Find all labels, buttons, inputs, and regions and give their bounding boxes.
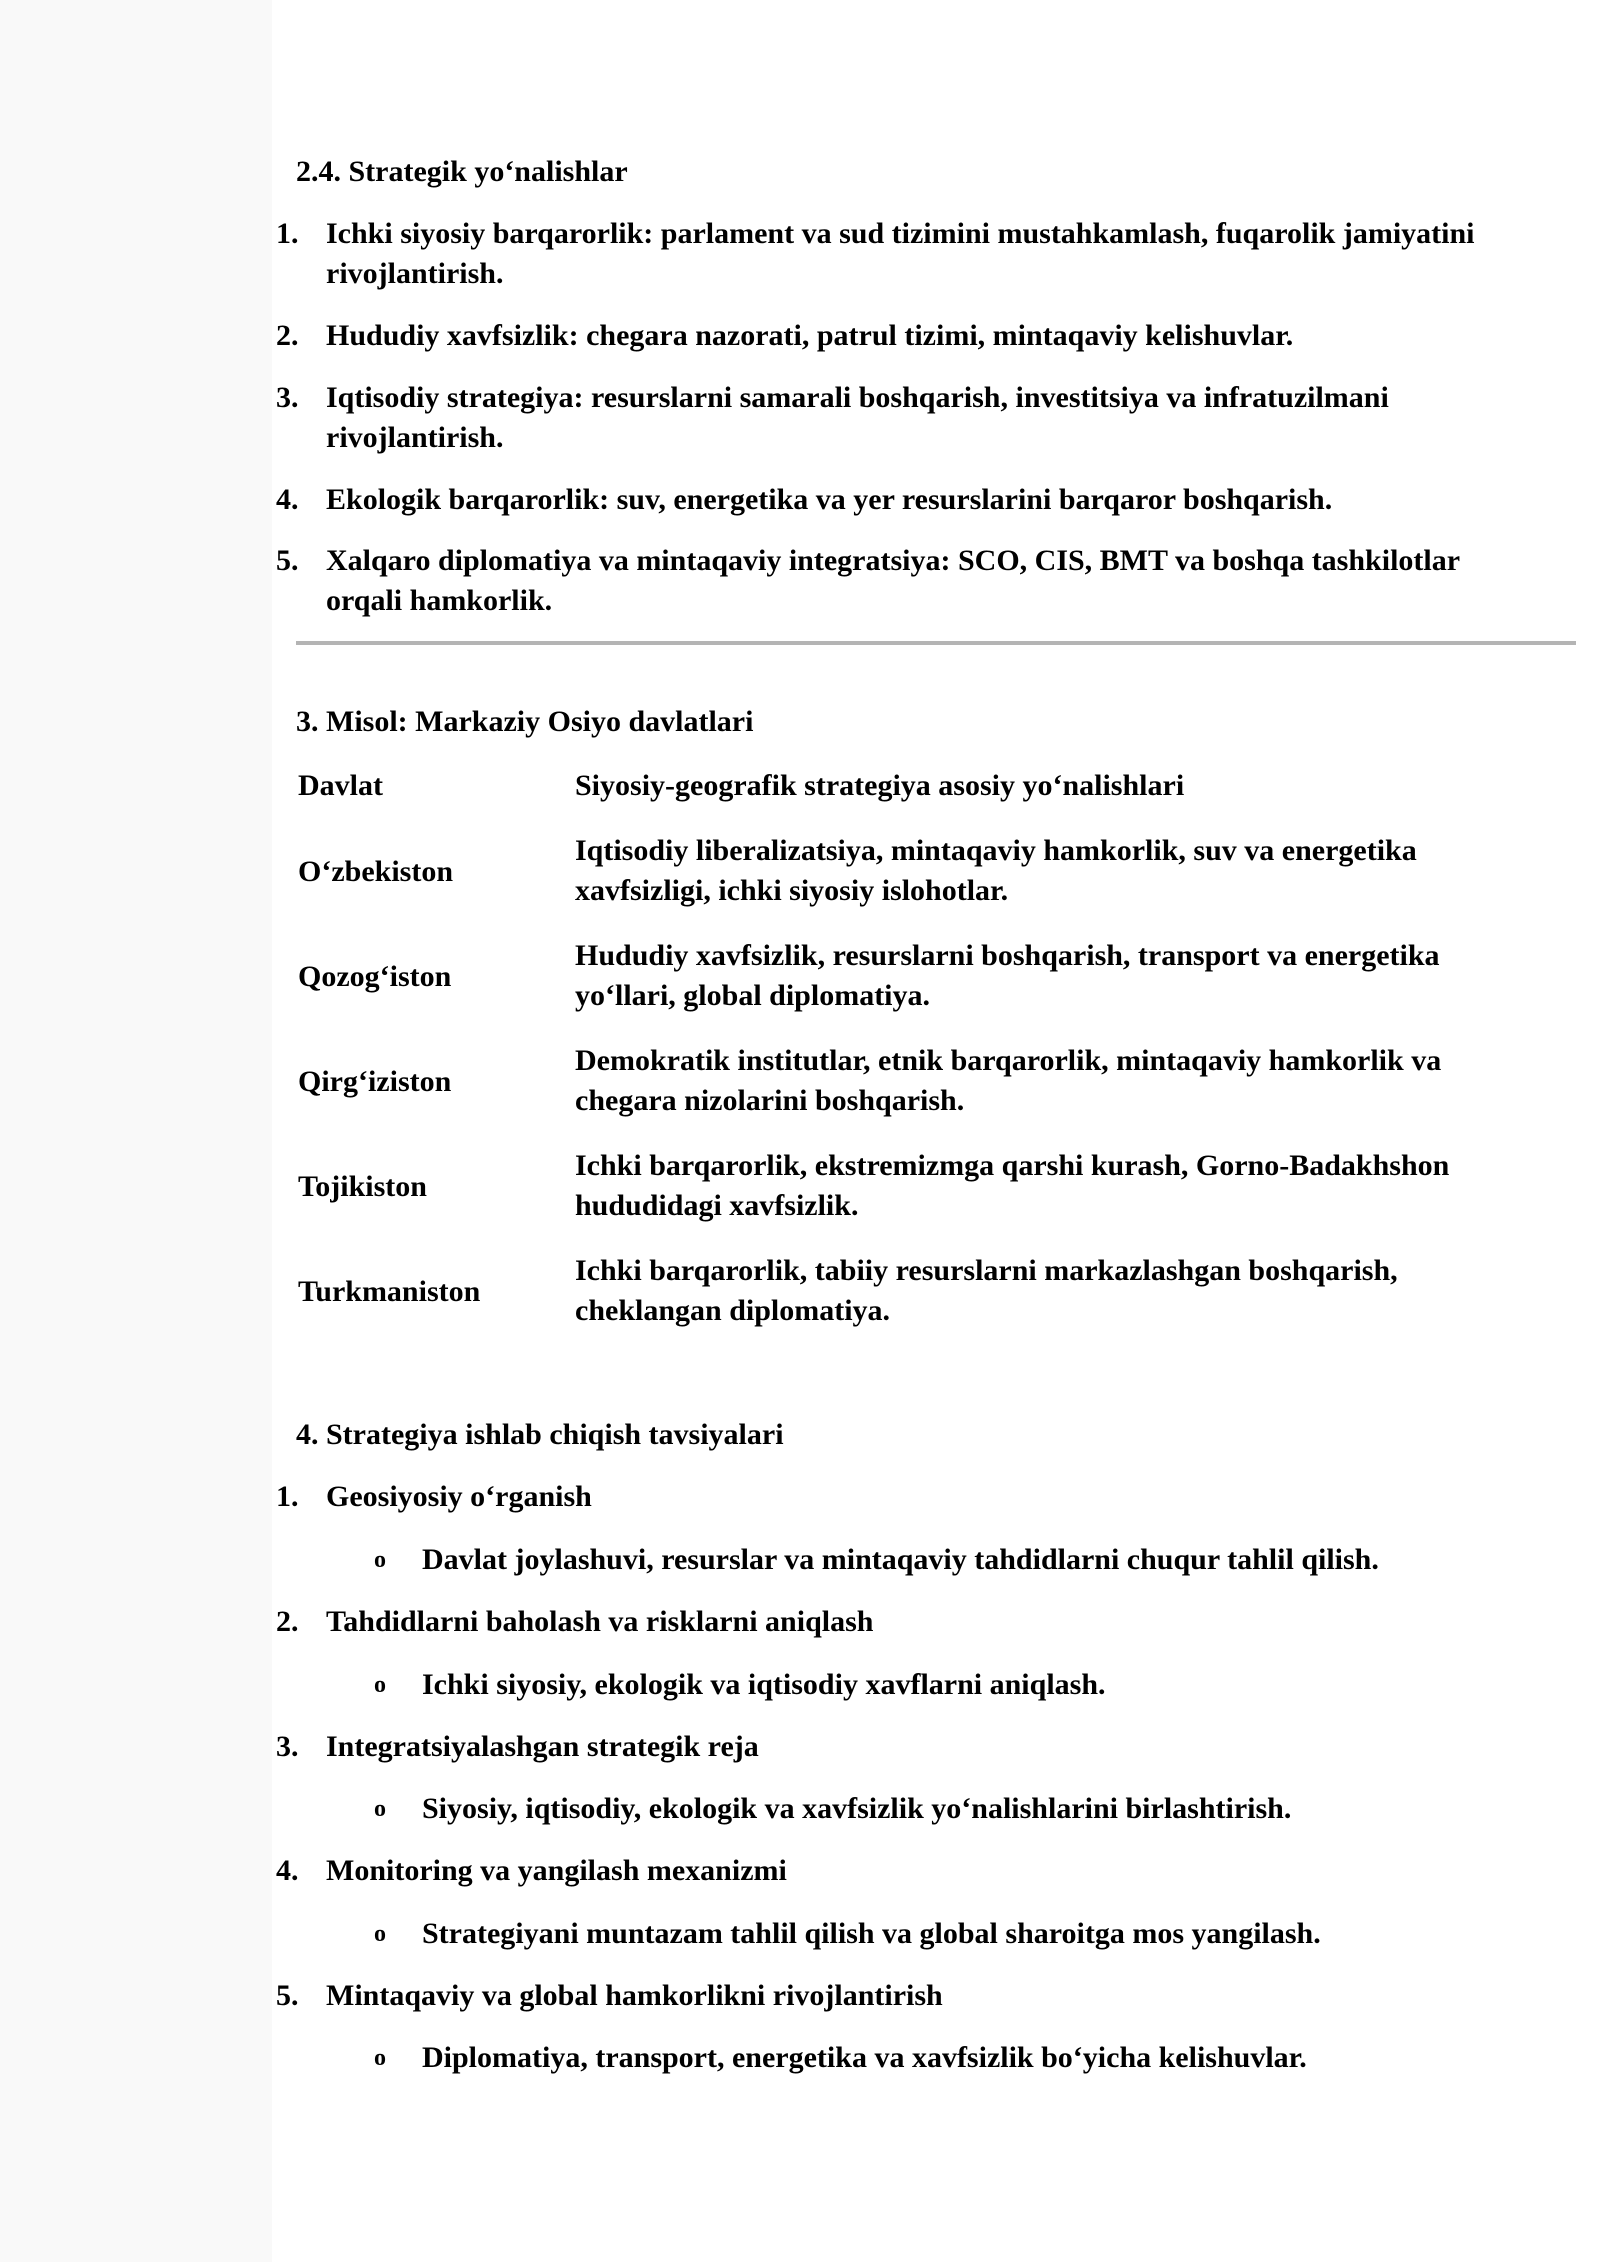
table-cell-strategy: Iqtisodiy liberalizatsiya, mintaqaviy hamkorlik, suv va energetika xavfsizligi, ichki siyosiy islohotlar. [575, 834, 1417, 907]
item-text: Xalqaro diplomatiya va mintaqaviy integratsiya: SCO, CIS, BMT va boshqa tashkilotlar orqali hamkorlik. [326, 544, 1460, 617]
subitem-text: Siyosiy, iqtisodiy, ekologik va xavfsizlik yo‘nalishlarini birlashtirish. [422, 1792, 1292, 1825]
item-number: 4. [276, 483, 299, 516]
strategic-direction-item [272, 541, 1502, 621]
bullet-icon: o [374, 1796, 386, 1822]
item-title: Integratsiyalashgan strategik reja [326, 1730, 759, 1763]
item-number: 2. [276, 319, 299, 352]
table-cell-country: O‘zbekiston [298, 855, 454, 888]
item-number: 2. [276, 1605, 299, 1638]
item-text: Hududiy xavfsizlik: chegara nazorati, patrul tizimi, mintaqaviy kelishuvlar. [326, 319, 1294, 352]
table-header-country: Davlat [298, 769, 383, 802]
strategic-direction-item [272, 480, 1502, 520]
section-2-4-heading: 2.4. Strategik yo‘nalishlar [296, 155, 628, 188]
recommendation-item [272, 1727, 1522, 1767]
strategic-direction-item [272, 316, 1502, 356]
bullet-icon: o [374, 2045, 386, 2071]
item-number: 1. [276, 217, 299, 250]
table-cell-country: Tojikiston [298, 1170, 427, 1203]
subitem-text: Strategiyani muntazam tahlil qilish va global sharoitga mos yangilash. [422, 1917, 1321, 1950]
table-header-strategy: Siyosiy-geografik strategiya asosiy yo‘nalishlari [575, 769, 1185, 802]
item-title: Monitoring va yangilash mexanizmi [326, 1854, 787, 1887]
item-number: 5. [276, 1979, 299, 2012]
bullet-icon: o [374, 1672, 386, 1698]
strategic-direction-item [272, 378, 1502, 458]
item-title: Tahdidlarni baholash va risklarni aniqlash [326, 1605, 874, 1638]
table-cell-strategy: Ichki barqarorlik, ekstremizmga qarshi kurash, Gorno-Badakhshon hududidagi xavfsizlik. [575, 1149, 1450, 1222]
recommendation-item [272, 1851, 1522, 1891]
item-number: 4. [276, 1854, 299, 1887]
item-text: Ekologik barqarorlik: suv, energetika va yer resurslarini barqaror boshqarish. [326, 483, 1333, 516]
table-cell-strategy: Demokratik institutlar, etnik barqarorlik, mintaqaviy hamkorlik va chegara nizolarini boshqarish. [575, 1044, 1442, 1117]
horizontal-rule [296, 641, 1576, 645]
item-number: 3. [276, 1730, 299, 1763]
section-4-heading: 4. Strategiya ishlab chiqish tavsiyalari [296, 1418, 784, 1451]
item-number: 1. [276, 1480, 299, 1513]
page-content [272, 0, 1572, 2262]
strategic-direction-item [272, 214, 1502, 294]
section-3-heading: 3. Misol: Markaziy Osiyo davlatlari [296, 705, 754, 738]
bullet-icon: o [374, 1547, 386, 1573]
item-text: Ichki siyosiy barqarorlik: parlament va sud tizimini mustahkamlash, fuqarolik jamiyatini rivojlantirish. [326, 217, 1475, 290]
recommendation-item [272, 1976, 1522, 2016]
item-number: 3. [276, 381, 299, 414]
left-margin-shade [0, 0, 272, 2262]
item-text: Iqtisodiy strategiya: resurslarni samarali boshqarish, investitsiya va infratuzilmani rivojlantirish. [326, 381, 1389, 454]
item-title: Mintaqaviy va global hamkorlikni rivojlantirish [326, 1979, 943, 2012]
table-cell-strategy: Ichki barqarorlik, tabiiy resurslarni markazlashgan boshqarish, cheklangan diplomatiya. [575, 1254, 1398, 1327]
recommendation-item [272, 1602, 1522, 1642]
table-cell-country: Qozog‘iston [298, 960, 452, 993]
table-cell-strategy: Hududiy xavfsizlik, resurslarni boshqarish, transport va energetika yo‘llari, global diplomatiya. [575, 939, 1440, 1012]
subitem-text: Diplomatiya, transport, energetika va xavfsizlik bo‘yicha kelishuvlar. [422, 2041, 1307, 2074]
item-title: Geosiyosiy o‘rganish [326, 1480, 592, 1513]
recommendation-item [272, 1477, 1522, 1517]
table-cell-country: Qirg‘iziston [298, 1065, 452, 1098]
bullet-icon: o [374, 1921, 386, 1947]
subitem-text: Davlat joylashuvi, resurslar va mintaqaviy tahdidlarni chuqur tahlil qilish. [422, 1543, 1379, 1576]
table-cell-country: Turkmaniston [298, 1275, 481, 1308]
item-number: 5. [276, 544, 299, 577]
subitem-text: Ichki siyosiy, ekologik va iqtisodiy xavflarni aniqlash. [422, 1668, 1106, 1701]
